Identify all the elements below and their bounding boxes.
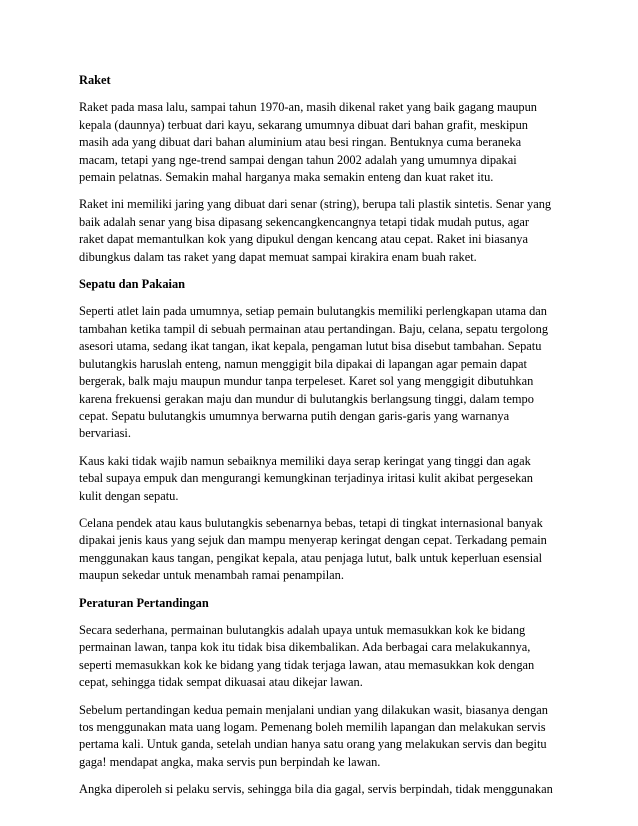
paragraph: Raket pada masa lalu, sampai tahun 1970-an, masih dikenal raket yang baik gagang maupun kepala (daunnya) terbuat dari kayu, sekarang umumnya dibuat dari bahan grafit, meskipun masih ada yang dibuat dari bahan aluminium atau besi ringan. Bentuknya cuma beraneka macam, tetapi yang nge-trend sampai dengan tahun 2002 adalah yang umumnya dipakai pemain pelatnas. Semakin mahal harganya maka semakin enteng dan kuat raket itu. xyxy=(79,100,537,185)
section-heading: Raket xyxy=(79,73,111,87)
section-raket xyxy=(79,72,556,266)
paragraph: Angka diperoleh si pelaku servis, sehingga bila dia gagal, servis berpindah, tidak menggunakan xyxy=(79,782,553,797)
paragraph: Sebelum pertandingan kedua pemain menjalani undian yang dilakukan wasit, biasanya dengan tos menggunakan mata uang logam. Pemenang boleh memilih lapangan dan melakukan servis pertama kali. Untuk ganda, setelah undian hanya satu orang yang melakukan servis dan begitu gaga! mendapat angka, maka servis pun berpindah ke lawan. xyxy=(79,702,548,769)
section-sepatu-dan-pakaian xyxy=(79,276,556,585)
paragraph: Secara sederhana, permainan bulutangkis adalah upaya untuk memasukkan kok ke bidang permainan lawan, tanpa kok itu tidak bisa dikembalikan. Ada berbagai cara melakukannya, seperti memasukkan kok ke bidang yang tidak terjaga lawan, atau memasukkan kok dengan cepat, sehingga tidak sempat dikuasai atau dikejar lawan. xyxy=(79,622,535,690)
paragraph: Celana pendek atau kaus bulutangkis sebenarnya bebas, tetapi di tingkat internasional banyak dipakai jenis kaus yang sejuk dan mampu menyerap keringat dengan cepat. Terkadang pemain menggunakan kaus tangan, pengikat kepala, atau penjaga lutut, balk untuk keperluan esensial maupun sekedar untuk menambah ramai penampilan. xyxy=(79,515,547,583)
section-heading: Peraturan Pertandingan xyxy=(79,595,209,610)
section-peraturan-pertandingan xyxy=(79,595,556,799)
paragraph: Kaus kaki tidak wajib namun sebaiknya memiliki daya serap keringat yang tinggi dan agak tebal supaya empuk dan mengurangi kemungkinan terjadinya iritasi kulit akibat pergesekan kulit dengan sepatu. xyxy=(79,453,533,503)
paragraph: Raket ini memiliki jaring yang dibuat dari senar (string), berupa tali plastik sintetis. Senar yang baik adalah senar yang bisa dipasang sekencangkencangnya tetapi tidak mudah putus, agar raket dapat memantulkan kok yang dipukul dengan kencang atau cepat. Raket ini biasanya dibungkus dalam tas raket yang dapat memuat sampai kirakira enam buah raket. xyxy=(79,197,552,264)
section-heading: Sepatu dan Pakaian xyxy=(79,277,186,292)
paragraph: Seperti atlet lain pada umumnya, setiap pemain bulutangkis memiliki perlengkapan utama dan tambahan ketika tampil di sebuah permainan atau pertandingan. Baju, celana, sepatu tergolong asesori utama, sedang ikat tangan, ikat kepala, pengaman lutut bisa disebut tambahan. Sepatu bulutangkis haruslah enteng, namun menggigit bila dipakai di lapangan agar pemain dapat bergerak, balk maju maupun mundur tanpa terpeleset. Karet sol yang menggigit dibutuhkan karena frekuensi gerakan maju dan mundur di bulutangkis berlangsung tinggi, dalam tempo cepat. Sepatu bulutangkis umumnya berwarna putih dengan garis-garis yang warnanya bervariasi. xyxy=(79,304,549,441)
